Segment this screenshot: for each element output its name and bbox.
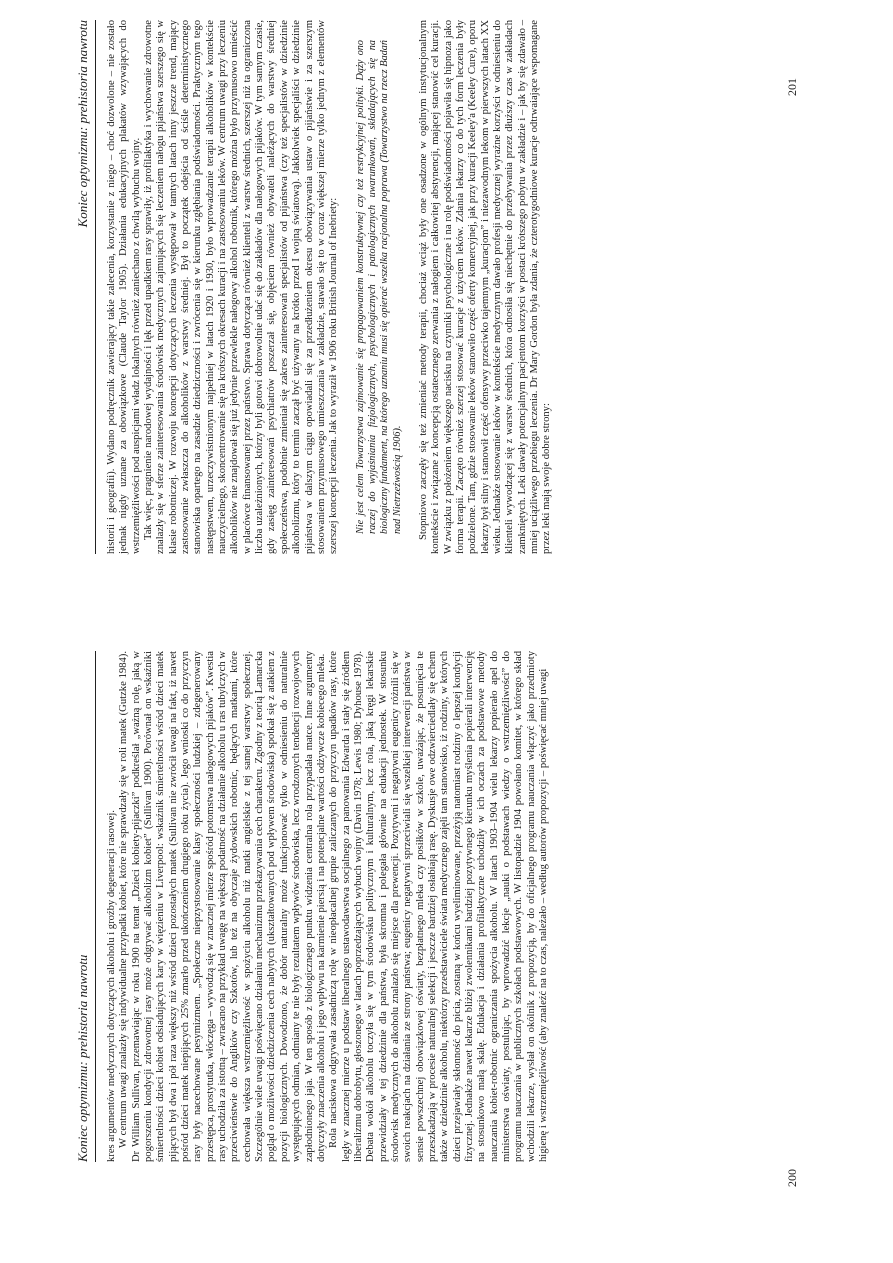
- paragraph: Tak więc, pragnienie narodowej wydajności i lęk przed upadkiem rasy sprawiły, iż profilaktyka i wychowanie zdrowotne znalazły się w sferze zainteresowania środowisk medycznych zajmujących się leczeniem nałogu pijaństwa szerszego się w klasie robotniczej. W rozwoju koncepcji dotyczących leczenia występował w tamtych latach inny jeszcze trend, mający zastosowanie zwłaszcza do alkoholików z warstwy średniej. Był to początek odejścia od ściśle deterministycznego stanowiska opartego na zasadzie dziedziczności i zwrócenia się w kierunku zgłębiania podświadomości. Praktycznym tego następstwem, urzeczywistnionym najpełniej w latach 1920 i 1930, było wprowadzanie terapii alkoholików w kontekście nauczycielnego, skoncentrowanie się na krótszych okresach kuracji i na zastosowaniu leków. W centrum uwagi przy leczeniu alkoholików nie znajdował się już jedynie przewlekle nałogowy alkohol robotnik, którego można było przymusowo umieścić w placówce finansowanej przez państwo. Sprawa dotycząca również klienteli z warstw średnich, szerszej niż ta ograniczona liczba uzależnionych, którzy byli gotowi dobrowolnie udać się do zakładów dla nałogowych pijaków. W tym samym czasie, gdy zasięg zainteresowań psychiatrów poszerzał się, objęciem również obywateli należących do warstwy średniej społeczeństwa, podobnie zmieniał się zakres zainteresowań specjalistów od pijaństwa (czy też specjalistów w dziedzinie alkoholizmu, który to termin zaczął być używany na krótko przed I wojną światową). Jakkolwiek specjaliści w dziedzinie pijaństwa w dalszym ciągu opowiadali się za przedłużeniem okresu obowiązywania ustaw o pijaństwie i za szerszym stosowaniem przymusowego umieszczania w zakładzie, stawało się to w coraz większej mierze tylko jednym z elementów szerszej koncepcji leczenia. Jak to wyraził w 1906 roku British Journal of Inebriety:: [143, 20, 340, 554]
- left-body-text: [106, 651, 550, 1162]
- paragraph: W centrum uwagi znalazły się indywidualne przypadki kobiet, które nie sprawdzały się w roli matek (Gutzke 1984). Dr William Sullivan, przemawiając w roku 1900 na temat „Dzieci kobiety-pijaczki” podkreślał „ważną rolę, jaką w pogorszeniu kondycji zdrowotnej rasy może odgrywać alkoholizm kobiet” (Sullivan 1900). Porównał on wskaźniki śmiertelności dzieci kobiet odsiadujących kary w więzieniu w Liverpool: wskaźnik śmiertelności wśród dzieci matek pijących był dwa i pół raza większy niż wśród dzieci pozostałych matek (Sullivan nie zwrócił uwagi na fakt, iż nawet pośród dzieci matek niepijących 25% zmarło przed ukończeniem drugiego roku życia). Jego wnioski co do przyczyn rasy były nacechowane pesymizmem. „Społeczne niepzystosowanie klasy społeczności ludzkiej – zdegenerowany przestępca, prostytutka, włóczęga – wywodzą się w znacznej mierze spośród potomstwa nałogowych pijaków”. Kwestia rasy uchodziła za istotną – zwracano na przykład uwagę na większą podatność na działanie alkoholu u ras tubylczych w przeciwieństwie do Anglików czy Szkotów, lub też na obyczaje żydowskich robotnic, będących matkami, które cechowała większa wstrzemięźliwość w spożyciu alkoholu niż matki angielskie z tej samej warstwy społecznej. Szczególnie wiele uwagi poświęcano działaniu mechanizmu przekazywania cech charakteru. Zgodny z teorią Lamarcka pogląd o możliwości dziedziczenia cech nabytych (ukształtowanych pod wpływem środowiska) spotkał się z atakiem z pozycji biologicznych. Dowodzono, że dobór naturalny może funkcjonować tylko w odniesieniu do naturalnie występujących odmian, odmiany te nie były rezultatem wpływów środowiska, lecz wrodzonych tendencji rozwojowych zapłodnionego jaja. W ten sposób z biologicznego punktu widzenia centralna rola przypadała matce. Inne argumenty dotyczyły znaczenia alkoholu i jego wpływu na karmienie piersią i na potencjalne wartości odżywcze kobiecego mleka.: [118, 651, 327, 1162]
- right-page-number: 201: [785, 78, 799, 96]
- right-body-text: [106, 20, 341, 554]
- right-body-text-continued: [418, 20, 554, 554]
- left-page: [0, 631, 893, 1263]
- paragraph: Stopniowo zaczęły się też zmieniać metody terapii, chociaż wciąż były one osadzone w ogólnym instytucjonalnym kontekście i związane z koncepcją ostatecznego zerwania z nałogiem i całkowitej abstynencji, mającej stanowić cel kuracji. W związku z położeniem większego nacisku na czynniki psychologiczne i na rolę podświadomości pojawiła się hipnoza jako forma terapii. Zaczęto również szerzej stosować kuracje z użyciem leków. Zdania lekarzy co do tych form leczenia były podzielone. Tam, gdzie stosowanie leków stanowiło część oferty komercyjnej, jak przy kuracji Keeley'a (Keeley Cure), oporu lekarzy był silny i stanowił część ofensywy przeciwko tajemnym „kuracjom” i niezawodnym lekom w pierwszych latach XX wieku. Jednakże stosowanie leków w kontekście medycznym dawało profesji medycznej wyraźne korzyści w odniesieniu do klienteli wywodzącej się z warstw średnich, która odnosiła się niechętnie do przebywania przez dłuższy czas w zakładach zamkniętych. Leki dawały potencjalnym pacjentom korzyści w postaci krótszego pobytu w zakładzie i – jak by się zdawało – mniej uciążliwego przebiegu leczenia. Dr Mary Gordon była zdania, że czterotygodniowe kuracje odtrwaiające wspomagane przez leki mają swoje dobre strony:: [417, 20, 553, 554]
- paragraph: kres argumentów medycznych dotyczących alkoholu i groźby degeneracji rasowej.: [106, 810, 117, 1162]
- left-running-head: Koniec optymizmu: prehistoria nawrotu: [75, 651, 96, 1162]
- right-running-head: Koniec optymizmu: prehistoria nawrotu: [75, 20, 96, 554]
- left-page-number: 200: [785, 1169, 799, 1187]
- right-page: [0, 0, 893, 631]
- paragraph: Rola naciskowa odgrywała zasadniczą rolę w nieopłacalnej grupie zaliczanych do przyczyn upadków rasy, które legły w znacznej mierze u podstaw liberalnego ustawodawstwa socjalnego za panowania Edwarda i stały się źródłem liberalizmu dobrobytu, głoszonego w latach poprzedzających wybuch wojny (Davin 1978; Lewis 1980; Dyhouse 1978). Debata wokół alkoholu toczyła się w tym środowisku politycznym i kulturalnym, lecz rola, jaką kręgi lekarskie przewidziały w tej dziedzinie dla państwa, była skromna i polegała głównie na edukacji jednostek. W stosunku środowisk medycznych do alkoholu znalazło się miejsce dla prewencji. Pozytywni i negatywni eugenicy różnili się w swoich reakcjach na działania ze strony państwa; eugenicy negatywni sprzeciwiali się wszelkiej interwencji państwa w sensie powszechnej obowiązkowej oświaty, bezpłatnego mleka czy posiłków w szkole, uważając, że posunięcia te przeszkadzają w procesie naturalnej selekcji i jeszcze bardziej osłabiają rasę. Dyskusje owe odzwierciedlały się echem także w dziedzinie alkoholu, niektórzy przedstawiciele świata medycznego zajęli tam stanowisko, iż rodziny, w których dzieci przejawiały skłonność do picia, zostaną w końcu wyeliminowane, przeżyją natomiast rodziny o lepszej kondycji fizycznej. Jednakże nawet lekarze bliżej zwolennikami bardziej pozytywnego kierunku myślenia popierali interwencję na stosunkowo małą skalę. Edukacja i działania profilaktyczne uchodziły w ich oczach za podstawowe metody nauczania kobiet-robotnic ograniczania spożycia alkoholu. W latach 1903–1904 wielu lekarzy popierało apel do ministerstwa oświaty, postulując, by wprowadzić lekcje „nauki o podstawach wiedzy o wstrzemięźliwości” do programu nauczania w publicznych szkołach podstawowych. W listopadzie 1904 powołano komitet, w którego skład wchodzili lekarze, wysłał on okólnik z propozycją, by do oficjalnego programu nauczania włączyć jako przedmioty higienę i wstrzemięźliwość (aby znaleźć na to czas, należało – według autorów propozycji – poświęcać mniej uwagi: [328, 651, 550, 1162]
- block-quote: Nie jest celem Towarzystwa zajmowanie się propagowaniem konstruktywnej czy też restrykcyjnej polityki. Dąży ono raczej do wyjaśniania fizjologicznych, psychologicznych i patologicznych uwarunkowań, składających się na biologiczny fundament, na którego uznaniu musi się opierać wszelka racjonalna poprawa (Towarzystwo na rzecz Badań nad Nietrzeźwością 1906).: [354, 40, 403, 534]
- paragraph: historii i geografii). Wydano podręcznik zawierający takie zalecenia, korzystanie z niego – choć dozwolone – nie zostało jednak nigdy uznane za obowiązkowe (Claude Taylor 1905). Działania edukacyjnych plakatów wzywających do wstrzemięźliwości pod auspicjami władz lokalnych również zaniechano z chwilą wybuchu wojny.: [106, 20, 142, 554]
